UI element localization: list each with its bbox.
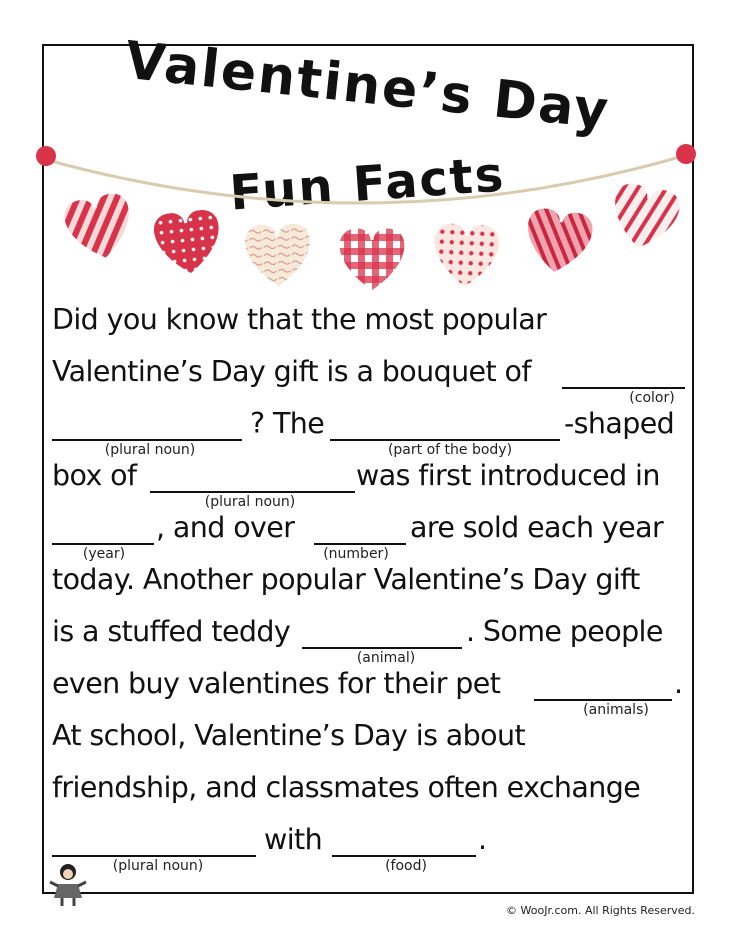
blank-year[interactable] [52,543,154,545]
story-text: , and over [156,511,295,544]
copyright-footer: © WooJr.com. All Rights Reserved. [506,904,695,917]
blank-plural-noun-3[interactable] [52,855,256,857]
heart-1-icon [60,189,140,267]
story-text: with [264,823,323,856]
hint-plural-noun-3: (plural noun) [112,858,204,874]
blank-body-part[interactable] [330,439,560,441]
blank-plural-noun-1[interactable] [52,439,242,441]
hint-plural-noun-1: (plural noun) [104,442,196,458]
blank-food[interactable] [332,855,476,857]
hint-number: (number) [323,546,389,562]
story-text: . Some people [466,615,663,648]
hint-color: (color) [629,390,675,406]
story-text: is a stuffed teddy [52,615,291,648]
story-text: Did you know that the most popular [52,303,547,336]
hint-year: (year) [82,546,126,562]
heart-6-icon [520,205,596,279]
blank-plural-noun-2[interactable] [150,491,355,493]
blank-color[interactable] [562,387,685,389]
heart-bunting-icon [30,140,705,310]
hint-plural-noun-2: (plural noun) [204,494,296,510]
heart-7-icon [605,179,685,257]
title-line-2: Fun Facts [227,146,508,222]
girl-mascot-icon [48,862,88,908]
hint-body-part: (part of the body) [387,442,513,458]
story-text: box of [52,459,137,492]
story-text: today. Another popular Valentine’s Day gift [52,563,640,596]
blank-animals[interactable] [534,699,672,701]
story-text: ? The [250,407,325,440]
hint-animal: (animal) [356,650,416,666]
story-text: At school, Valentine’s Day is about [52,719,526,752]
title-line-1: Valentine’s Day [122,30,613,142]
story-text: -shaped [564,407,675,440]
blank-animal[interactable] [302,647,462,649]
hint-animals: (animals) [583,702,649,718]
heart-4-icon [338,227,406,292]
bead-right-icon [676,144,696,164]
story-text: was first introduced in [356,459,660,492]
story-text: . [674,667,683,700]
hint-food: (food) [385,858,427,874]
heart-2-icon [151,207,225,279]
heart-5-icon [431,221,502,289]
story-text: are sold each year [410,511,664,544]
heart-3-icon [243,222,313,289]
story-text: even buy valentines for their pet [52,667,501,700]
bead-left-icon [36,146,56,166]
blank-number[interactable] [314,543,406,545]
story-text: Valentine’s Day gift is a bouquet of [52,355,531,388]
story-text: friendship, and classmates often exchange [52,771,641,804]
story-text: . [478,823,487,856]
